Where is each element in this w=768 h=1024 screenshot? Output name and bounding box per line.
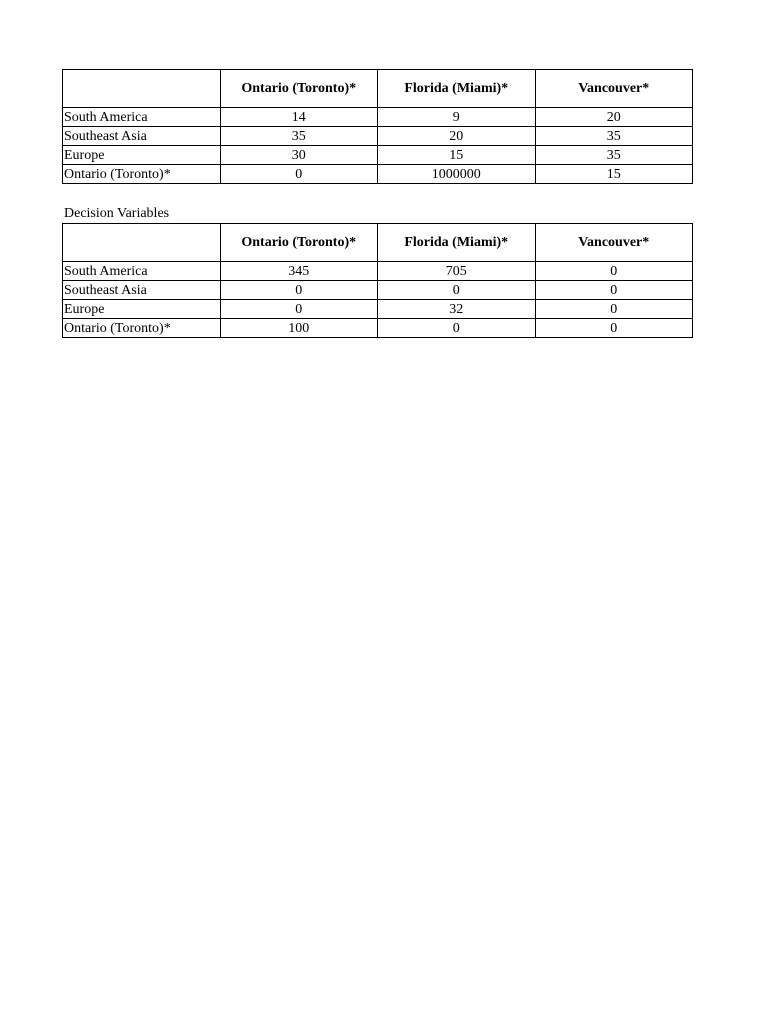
header-vancouver[interactable]: Vancouver* (535, 70, 693, 108)
table-row (63, 281, 693, 300)
cell[interactable]: 35 (220, 127, 378, 146)
header-row (63, 70, 693, 108)
cell[interactable]: 9 (378, 108, 536, 127)
row-label-southeast-asia[interactable]: Southeast Asia (63, 281, 221, 300)
cell[interactable]: 0 (220, 165, 378, 184)
table-row (63, 108, 693, 127)
header-ontario[interactable]: Ontario (Toronto)* (220, 224, 378, 262)
decision-variables-caption[interactable]: Decision Variables (64, 206, 170, 221)
header-row (63, 224, 693, 262)
cell[interactable]: 0 (535, 319, 693, 338)
row-label-south-america[interactable]: South America (63, 108, 221, 127)
table-row (63, 300, 693, 319)
cell[interactable]: 0 (378, 319, 536, 338)
row-label-south-america[interactable]: South America (63, 262, 221, 281)
row-label-ontario[interactable]: Ontario (Toronto)* (63, 165, 221, 184)
header-ontario[interactable]: Ontario (Toronto)* (220, 70, 378, 108)
row-label-ontario[interactable]: Ontario (Toronto)* (63, 319, 221, 338)
cell[interactable]: 0 (220, 281, 378, 300)
cell[interactable]: 345 (220, 262, 378, 281)
cell[interactable]: 0 (535, 300, 693, 319)
cell[interactable]: 0 (535, 281, 693, 300)
cell[interactable]: 15 (535, 165, 693, 184)
cell[interactable]: 20 (535, 108, 693, 127)
cell[interactable]: 100 (220, 319, 378, 338)
row-label-europe[interactable]: Europe (63, 300, 221, 319)
decision-table (62, 223, 693, 338)
cell[interactable]: 32 (378, 300, 536, 319)
table-row (63, 165, 693, 184)
cell[interactable]: 0 (535, 262, 693, 281)
header-corner-cell[interactable] (63, 224, 221, 262)
cell[interactable]: 14 (220, 108, 378, 127)
table-row (63, 262, 693, 281)
table-row (63, 127, 693, 146)
cell[interactable]: 35 (535, 127, 693, 146)
table-row (63, 146, 693, 165)
cell[interactable]: 0 (220, 300, 378, 319)
cell[interactable]: 705 (378, 262, 536, 281)
cost-table (62, 69, 693, 184)
cell[interactable]: 15 (378, 146, 536, 165)
cell[interactable]: 30 (220, 146, 378, 165)
header-vancouver[interactable]: Vancouver* (535, 224, 693, 262)
table-row (63, 319, 693, 338)
cell[interactable]: 1000000 (378, 165, 536, 184)
header-florida[interactable]: Florida (Miami)* (378, 224, 536, 262)
header-florida[interactable]: Florida (Miami)* (378, 70, 536, 108)
cell[interactable]: 35 (535, 146, 693, 165)
cell[interactable]: 20 (378, 127, 536, 146)
row-label-europe[interactable]: Europe (63, 146, 221, 165)
cell[interactable]: 0 (378, 281, 536, 300)
row-label-southeast-asia[interactable]: Southeast Asia (63, 127, 221, 146)
header-corner-cell[interactable] (63, 70, 221, 108)
